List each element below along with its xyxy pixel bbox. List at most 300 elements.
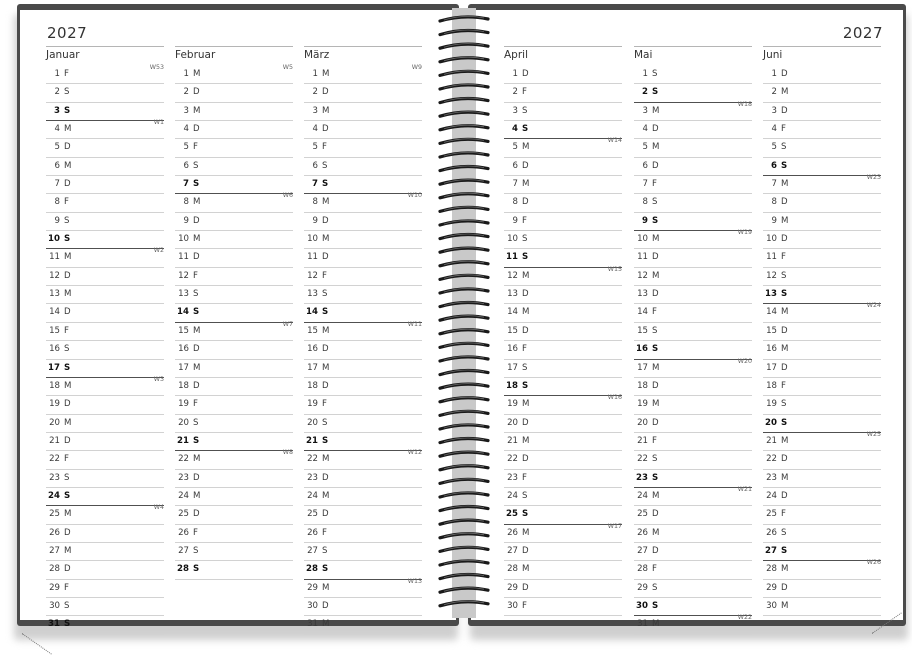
weekday-letter: S	[781, 417, 788, 428]
day-row	[46, 451, 164, 469]
weekday-letter: F	[64, 582, 69, 593]
weekday-letter: M	[322, 619, 330, 630]
day-row	[504, 121, 622, 139]
day-row	[304, 616, 422, 634]
weekday-letter: D	[652, 252, 659, 263]
day-row	[634, 415, 752, 433]
weekday-letter: M	[781, 179, 789, 190]
day-row	[763, 543, 881, 561]
weekday-letter: D	[781, 454, 788, 465]
day-row	[304, 121, 422, 139]
weekday-letter: M	[64, 160, 72, 171]
day-row	[46, 84, 164, 102]
day-number: 25	[49, 509, 60, 520]
month-header: Mai	[634, 46, 752, 66]
weekday-letter: S	[781, 527, 787, 538]
day-number: 5	[771, 142, 777, 153]
weekday-letter: S	[193, 289, 199, 300]
day-number: 20	[178, 417, 189, 428]
day-number: 4	[642, 124, 648, 135]
weekday-letter: D	[781, 490, 788, 501]
spiral-binding	[436, 8, 492, 618]
day-number: 7	[512, 179, 518, 190]
day-number: 30	[49, 600, 60, 611]
day-row	[634, 249, 752, 267]
weekday-letter: M	[781, 564, 789, 575]
weekday-letter: D	[652, 380, 659, 391]
day-number: 3	[312, 105, 318, 116]
weekday-letter: S	[193, 435, 200, 446]
day-row	[504, 267, 622, 286]
weekday-letter: F	[781, 509, 786, 520]
week-number: W19	[737, 229, 752, 237]
day-number: 20	[765, 417, 777, 428]
weekday-letter: D	[522, 454, 529, 465]
day-number: 9	[642, 215, 648, 226]
day-row	[763, 560, 881, 579]
day-number: 25	[766, 509, 777, 520]
day-row	[504, 176, 622, 194]
weekday-letter: D	[64, 142, 71, 153]
day-number: 1	[54, 69, 60, 79]
day-number: 3	[771, 105, 777, 116]
day-number: 14	[177, 307, 189, 318]
weekday-letter: F	[193, 399, 198, 410]
day-number: 5	[642, 142, 648, 153]
day-number: 15	[49, 325, 60, 336]
weekday-letter: D	[652, 545, 659, 556]
day-row	[304, 268, 422, 286]
day-row	[175, 415, 293, 433]
day-row	[763, 286, 881, 304]
weekday-letter: D	[652, 124, 659, 135]
weekday-letter: M	[64, 289, 72, 300]
day-row	[46, 248, 164, 267]
weekday-letter: M	[322, 582, 330, 593]
day-number: 23	[507, 472, 518, 483]
week-number: W3	[153, 375, 164, 383]
day-row	[175, 470, 293, 488]
day-row	[634, 487, 752, 506]
day-row	[634, 194, 752, 212]
day-row	[46, 66, 164, 84]
day-number: 13	[637, 289, 648, 300]
weekday-letter: S	[322, 435, 329, 446]
day-row	[504, 66, 622, 84]
day-row	[175, 121, 293, 139]
weekday-letter: S	[64, 344, 70, 355]
day-number: 28	[49, 564, 60, 575]
day-row	[304, 360, 422, 378]
day-row	[304, 598, 422, 616]
day-row	[175, 158, 293, 176]
day-number: 14	[507, 307, 518, 318]
day-row	[763, 415, 881, 433]
day-row	[304, 231, 422, 249]
day-number: 6	[771, 160, 777, 171]
day-row	[763, 103, 881, 121]
weekday-letter: S	[652, 325, 658, 336]
day-row	[504, 249, 622, 267]
weekday-letter: D	[64, 435, 71, 446]
day-row	[304, 506, 422, 524]
weekday-letter: M	[193, 197, 201, 208]
day-row	[763, 506, 881, 524]
weekday-letter: M	[64, 124, 72, 135]
week-number: W5	[282, 64, 293, 71]
day-number: 6	[54, 160, 60, 171]
day-number: 27	[765, 545, 777, 556]
day-row	[175, 249, 293, 267]
weekday-letter: S	[322, 160, 328, 171]
day-number: 15	[766, 325, 777, 336]
day-number: 15	[178, 325, 189, 336]
weekday-letter: D	[64, 179, 71, 190]
day-number: 16	[766, 344, 777, 355]
day-row	[634, 213, 752, 231]
weekday-letter: M	[193, 105, 201, 116]
day-number: 24	[507, 490, 518, 501]
day-row	[504, 506, 622, 524]
weekday-letter: M	[652, 619, 660, 630]
day-number: 8	[312, 197, 318, 208]
day-row	[634, 561, 752, 579]
weekday-letter: S	[193, 160, 199, 171]
day-number: 2	[54, 87, 60, 98]
weekday-letter: D	[322, 600, 329, 611]
weekday-letter: F	[322, 399, 327, 410]
weekday-letter: F	[322, 142, 327, 153]
weekday-letter: S	[64, 490, 71, 501]
day-number: 5	[183, 142, 189, 153]
day-row	[763, 432, 881, 451]
weekday-letter: S	[193, 545, 199, 556]
day-number: 28	[507, 564, 518, 575]
day-number: 18	[637, 380, 648, 391]
week-number: W21	[737, 485, 752, 493]
weekday-letter: D	[652, 509, 659, 520]
weekday-letter: D	[781, 325, 788, 336]
weekday-letter: M	[652, 234, 660, 245]
week-number: W10	[407, 192, 422, 200]
day-number: 21	[507, 435, 518, 446]
day-row	[504, 138, 622, 157]
month-header: Juni	[763, 46, 881, 66]
weekday-letter: S	[193, 417, 199, 428]
weekday-letter: S	[64, 619, 71, 630]
day-number: 2	[642, 87, 648, 98]
day-number: 10	[637, 234, 648, 245]
day-row	[504, 304, 622, 322]
weekday-letter: F	[652, 307, 657, 318]
weekday-letter: D	[652, 160, 659, 171]
day-row	[763, 378, 881, 396]
weekday-letter: F	[193, 527, 198, 538]
day-row	[634, 121, 752, 139]
day-number: 23	[766, 472, 777, 483]
weekday-letter: D	[64, 527, 71, 538]
day-number: 2	[312, 87, 318, 98]
weekday-letter: D	[322, 509, 329, 520]
weekday-letter: D	[322, 87, 329, 98]
day-row	[763, 213, 881, 231]
day-number: 9	[54, 215, 60, 226]
day-number: 15	[307, 325, 318, 336]
day-row	[634, 286, 752, 304]
day-row	[763, 194, 881, 212]
week-number: W17	[607, 522, 622, 530]
day-number: 11	[637, 252, 648, 263]
day-row	[504, 598, 622, 616]
day-row	[504, 231, 622, 249]
weekday-letter: D	[781, 582, 788, 593]
day-row	[175, 231, 293, 249]
day-row	[304, 193, 422, 212]
day-number: 16	[49, 344, 60, 355]
day-number: 29	[637, 582, 648, 593]
day-row	[634, 525, 752, 543]
weekday-letter: D	[522, 69, 529, 79]
week-number: W22	[737, 614, 752, 622]
weekday-letter: F	[781, 124, 786, 135]
day-number: 21	[766, 435, 777, 446]
weekday-letter: D	[781, 362, 788, 373]
weekday-letter: S	[322, 545, 328, 556]
day-number: 6	[312, 160, 318, 171]
day-row	[175, 304, 293, 322]
day-number: 12	[307, 270, 318, 281]
day-number: 17	[178, 362, 189, 373]
day-row	[304, 433, 422, 451]
weekday-letter: D	[193, 509, 200, 520]
day-row	[763, 396, 881, 414]
weekday-letter: M	[522, 527, 530, 538]
day-row	[175, 433, 293, 451]
day-number: 13	[178, 289, 189, 300]
weekday-letter: M	[322, 69, 330, 79]
day-row	[46, 286, 164, 304]
weekday-letter: F	[522, 472, 527, 483]
weekday-letter: D	[322, 124, 329, 135]
weekday-letter: S	[64, 472, 70, 483]
day-row	[175, 66, 293, 84]
day-row	[304, 450, 422, 469]
weekday-letter: D	[781, 105, 788, 116]
day-row	[46, 139, 164, 157]
week-number: W12	[407, 449, 422, 457]
weekday-letter: M	[322, 490, 330, 501]
weekday-letter: D	[322, 380, 329, 391]
weekday-letter: F	[781, 252, 786, 263]
day-row	[304, 561, 422, 579]
day-row	[304, 66, 422, 84]
day-row	[46, 616, 164, 634]
week-number: W11	[407, 320, 422, 328]
month-column-juni	[763, 46, 881, 616]
day-row	[634, 433, 752, 451]
day-number: 12	[178, 270, 189, 281]
week-number: W20	[737, 357, 752, 365]
day-number: 11	[178, 252, 189, 263]
day-number: 14	[766, 307, 777, 318]
day-number: 9	[512, 215, 518, 226]
day-row	[175, 506, 293, 524]
weekday-letter: S	[652, 600, 659, 611]
day-row	[504, 543, 622, 561]
day-row	[175, 341, 293, 359]
day-number: 26	[178, 527, 189, 538]
day-row	[46, 470, 164, 488]
weekday-letter: D	[322, 472, 329, 483]
weekday-letter: D	[193, 87, 200, 98]
day-row	[504, 103, 622, 121]
weekday-letter: M	[652, 142, 660, 153]
month-header: April	[504, 46, 622, 66]
day-number: 6	[183, 160, 189, 171]
day-number: 12	[507, 270, 518, 281]
day-row	[504, 415, 622, 433]
day-number: 25	[506, 509, 518, 520]
weekday-letter: S	[652, 472, 659, 483]
day-row	[175, 176, 293, 194]
week-number: W8	[282, 449, 293, 457]
weekday-letter: S	[522, 380, 529, 391]
weekday-letter: M	[781, 307, 789, 318]
day-row	[634, 341, 752, 359]
weekday-letter: D	[322, 252, 329, 263]
day-number: 30	[636, 600, 648, 611]
day-number: 12	[637, 270, 648, 281]
day-row	[175, 561, 293, 579]
day-number: 28	[177, 564, 189, 575]
day-row	[46, 194, 164, 212]
day-row	[46, 120, 164, 139]
day-number: 17	[637, 362, 648, 373]
day-number: 8	[512, 197, 518, 208]
weekday-letter: D	[781, 69, 788, 79]
day-number: 30	[766, 600, 777, 611]
day-row	[46, 341, 164, 359]
day-number: 16	[507, 344, 518, 355]
day-number: 11	[49, 252, 60, 263]
month-column-april	[504, 46, 622, 616]
day-number: 11	[766, 252, 777, 263]
weekday-letter: S	[322, 307, 329, 318]
day-number: 18	[766, 380, 777, 391]
day-number: 29	[766, 582, 777, 593]
day-number: 12	[766, 270, 777, 281]
day-number: 8	[771, 197, 777, 208]
week-number: W7	[282, 320, 293, 328]
day-number: 31	[48, 619, 60, 630]
day-row	[504, 488, 622, 506]
day-number: 20	[49, 417, 60, 428]
day-row	[634, 359, 752, 378]
day-number: 10	[507, 234, 518, 245]
day-row	[46, 360, 164, 378]
weekday-letter: M	[193, 69, 201, 79]
day-row	[304, 579, 422, 598]
weekday-letter: M	[193, 362, 201, 373]
day-row	[634, 139, 752, 157]
day-row	[304, 322, 422, 341]
day-row	[175, 139, 293, 157]
weekday-letter: M	[64, 380, 72, 391]
weekday-letter: S	[652, 582, 658, 593]
day-row	[175, 268, 293, 286]
day-number: 7	[54, 179, 60, 190]
day-number: 29	[507, 582, 518, 593]
day-number: 4	[54, 124, 60, 135]
day-number: 13	[49, 289, 60, 300]
weekday-letter: M	[193, 490, 201, 501]
weekday-letter: S	[64, 234, 71, 245]
day-number: 16	[307, 344, 318, 355]
week-number: W53	[149, 64, 164, 71]
day-row	[634, 378, 752, 396]
day-row	[175, 450, 293, 469]
day-row	[504, 158, 622, 176]
day-row	[504, 194, 622, 212]
day-row	[763, 580, 881, 598]
year-title-left: 2027	[47, 24, 88, 42]
day-row	[504, 378, 622, 396]
weekday-letter: S	[781, 399, 787, 410]
weekday-letter: D	[781, 197, 788, 208]
weekday-letter: F	[522, 600, 527, 611]
day-number: 10	[48, 234, 60, 245]
day-row	[634, 396, 752, 414]
weekday-letter: S	[652, 344, 659, 355]
week-number: W16	[607, 394, 622, 402]
day-number: 30	[307, 600, 318, 611]
weekday-letter: D	[193, 252, 200, 263]
day-row	[634, 158, 752, 176]
day-row	[634, 598, 752, 616]
weekday-letter: S	[652, 87, 659, 98]
day-number: 23	[307, 472, 318, 483]
day-number: 26	[507, 527, 518, 538]
day-row	[504, 286, 622, 304]
day-row	[763, 323, 881, 341]
day-number: 18	[506, 380, 518, 391]
day-number: 3	[512, 105, 518, 116]
weekday-letter: M	[193, 454, 201, 465]
day-row	[763, 341, 881, 359]
weekday-letter: F	[193, 270, 198, 281]
day-row	[175, 103, 293, 121]
weekday-letter: D	[522, 325, 529, 336]
day-number: 30	[507, 600, 518, 611]
day-row	[504, 323, 622, 341]
day-number: 2	[183, 87, 189, 98]
weekday-letter: M	[322, 362, 330, 373]
weekday-letter: M	[322, 105, 330, 116]
weekday-letter: M	[522, 179, 530, 190]
day-number: 21	[177, 435, 189, 446]
day-row	[46, 561, 164, 579]
day-row	[46, 505, 164, 524]
weekday-letter: M	[522, 142, 530, 153]
weekday-letter: F	[322, 270, 327, 281]
day-number: 11	[307, 252, 318, 263]
month-header: Januar	[46, 46, 164, 66]
weekday-letter: M	[64, 509, 72, 520]
weekday-letter: S	[193, 307, 200, 318]
day-number: 29	[49, 582, 60, 593]
day-number: 9	[312, 215, 318, 226]
weekday-letter: M	[322, 454, 330, 465]
